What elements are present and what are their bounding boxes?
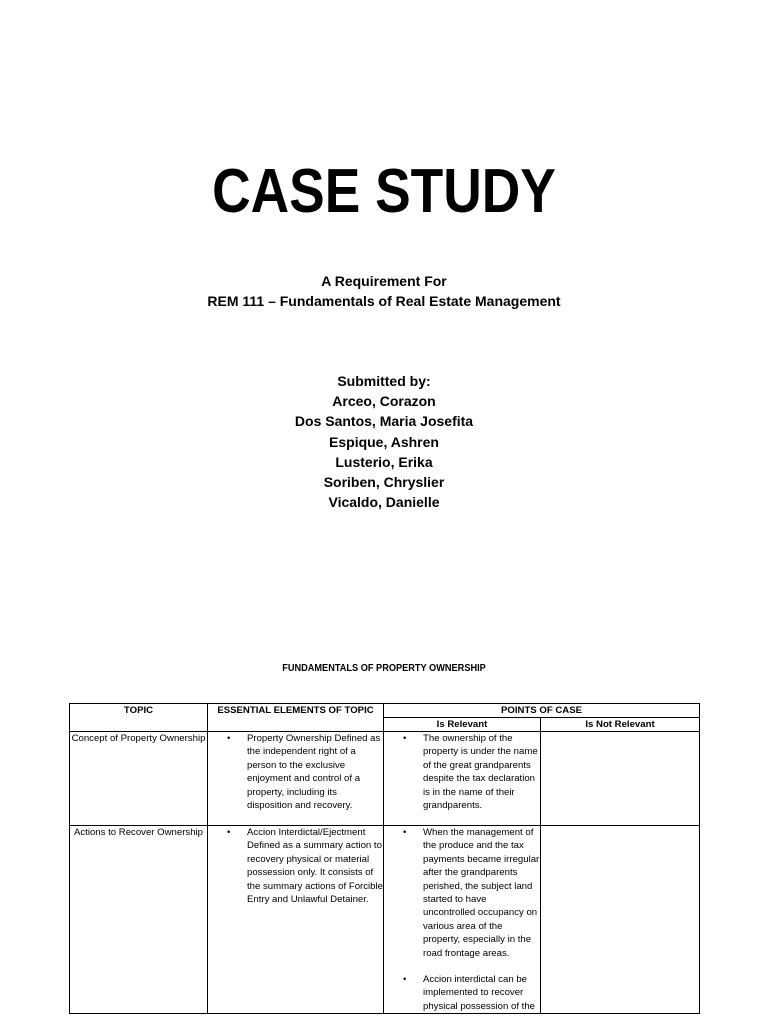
author-name: Vicaldo, Danielle — [328, 494, 440, 511]
list-item — [384, 826, 540, 960]
header-is-not-relevant: Is Not Relevant — [541, 718, 700, 732]
requirement-block — [0, 271, 768, 311]
bullet-icon: • — [227, 827, 231, 838]
author-name: Soriben, Chryslier — [323, 474, 445, 491]
header-essential-elements: ESSENTIAL ELEMENTS OF TOPIC — [208, 704, 384, 732]
case-table — [69, 703, 700, 1014]
not-relevant-cell — [541, 732, 700, 826]
section-title: FUNDAMENTALS OF PROPERTY OWNERSHIP — [282, 663, 486, 674]
header-is-relevant: Is Relevant — [384, 718, 541, 732]
bullet-icon: • — [403, 827, 407, 838]
requirement-line: A Requirement For — [321, 273, 447, 289]
course-line: REM 111 – Fundamentals of Real Estate Management — [207, 293, 561, 309]
header-points-of-case: POINTS OF CASE — [384, 704, 700, 718]
list-item-text: Accion interdictal can be implemented to recover physical possession of the — [423, 974, 535, 1012]
author-name: Arceo, Corazon — [332, 393, 436, 410]
list-item — [208, 732, 383, 812]
list-item — [384, 732, 540, 812]
list-item-text: Accion Interdictal/Ejectment Defined as a summary action to recovery physical or material possession only. It consists of the summary actions of Forcible Entry and Unlawful Detainer. — [247, 827, 383, 906]
list-item — [384, 973, 540, 1013]
author-name: Espique, Ashren — [329, 433, 439, 450]
list-item-text: Property Ownership Defined as the independent right of a person to the exclusive enjoyment and control of a property, including its disposition and recovery. — [247, 733, 381, 812]
table-row — [70, 732, 700, 826]
author-name: Lusterio, Erika — [335, 453, 433, 470]
list-item-text: When the management of the produce and the tax payments became irregular after the grandparents perished, the subject land started to have uncontrolled occupancy on various area of the property, especially in the road frontage areas. — [423, 827, 540, 959]
header-topic: TOPIC — [70, 704, 208, 732]
list-item-text: The ownership of the property is under the name of the great grandparents despite the tax declaration is in the name of their grandparents. — [423, 733, 538, 812]
bullet-icon: • — [403, 733, 407, 744]
header-row — [70, 704, 700, 718]
list-item — [208, 826, 383, 906]
topic-cell: Concept of Property Ownership — [70, 732, 208, 826]
not-relevant-cell — [541, 826, 700, 1014]
elements-cell — [208, 732, 384, 826]
document-title: CASE STUDY — [212, 157, 556, 226]
relevant-cell — [384, 732, 541, 826]
bullet-icon: • — [403, 974, 407, 986]
table-row — [70, 826, 700, 1014]
relevant-cell — [384, 826, 541, 1014]
submitted-block — [0, 371, 768, 512]
topic-cell: Actions to Recover Ownership — [70, 826, 208, 1014]
author-name: Dos Santos, Maria Josefita — [294, 413, 474, 430]
bullet-icon: • — [227, 733, 231, 744]
elements-cell — [208, 826, 384, 1014]
submitted-label: Submitted by: — [337, 373, 431, 389]
